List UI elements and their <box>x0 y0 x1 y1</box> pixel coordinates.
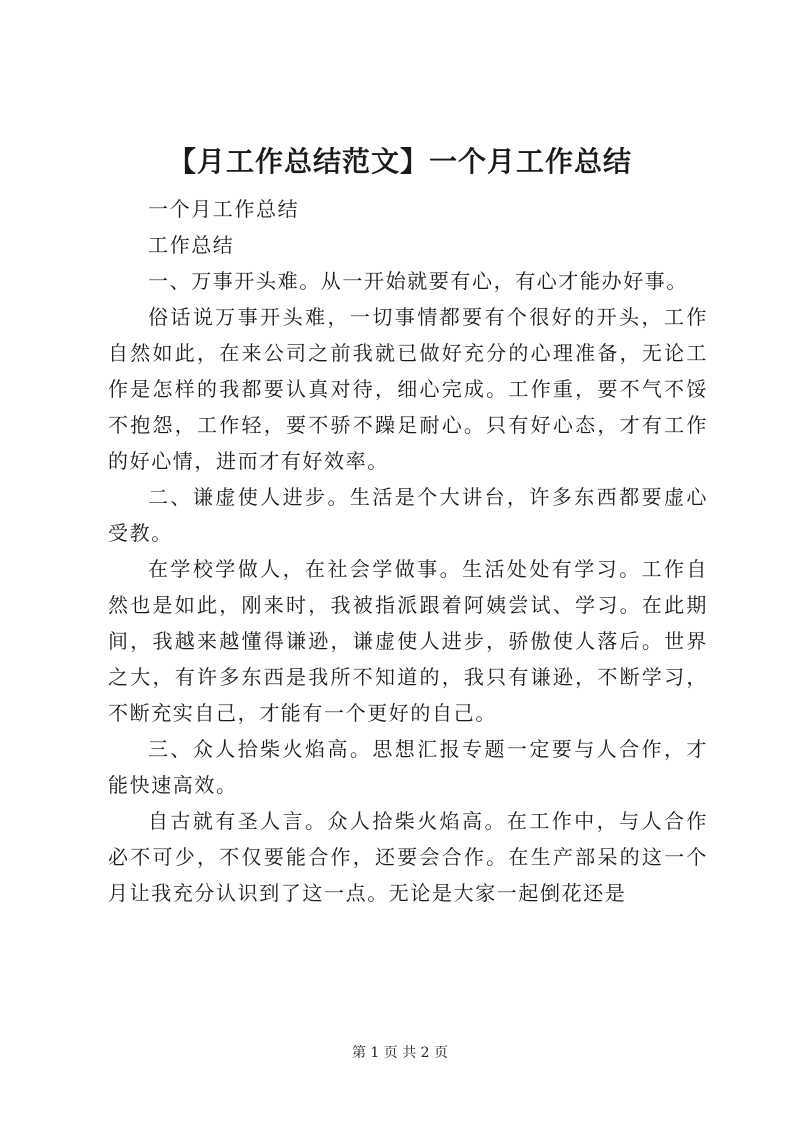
document-title: 【月工作总结范文】一个月工作总结 <box>167 145 632 178</box>
subtitle-paragraph: 一个月工作总结 <box>148 197 300 221</box>
heading-paragraph-3: 三、众人拾柴火焰高。思想汇报专题一定要与人合作，才能快速高效。 <box>108 737 708 797</box>
document-body <box>108 191 708 911</box>
page-footer: 第 1 页 共 2 页 <box>351 1045 449 1061</box>
heading-paragraph-1: 一、万事开头难。从一开始就要有心，有心才能办好事。 <box>148 269 688 293</box>
body-paragraph: 自古就有圣人言。众人拾柴火焰高。在工作中，与人合作必不可少，不仅要能合作，还要会合作。在生产部呆的这一个月让我充分认识到了这一点。无论是大家一起倒花还是 <box>108 809 708 905</box>
heading-paragraph-2: 二、谦虚使人进步。生活是个大讲台，许多东西都要虚心受教。 <box>108 485 708 545</box>
section-label-paragraph: 工作总结 <box>148 233 235 257</box>
body-paragraph: 俗话说万事开头难，一切事情都要有个很好的开头，工作自然如此，在来公司之前我就已做好充分的心理准备，无论工作是怎样的我都要认真对待，细心完成。工作重，要不气不馁不抱怨，工作轻，要不骄不躁足耐心。只有好心态，才有工作的好心情，进而才有好效率。 <box>108 305 708 473</box>
body-paragraph: 在学校学做人，在社会学做事。生活处处有学习。工作自然也是如此，刚来时，我被指派跟着阿姨尝试、学习。在此期间，我越来越懂得谦逊，谦虚使人进步，骄傲使人落后。世界之大，有许多东西是我所不知道的，我只有谦逊，不断学习，不断充实自己，才能有一个更好的自己。 <box>108 557 708 725</box>
